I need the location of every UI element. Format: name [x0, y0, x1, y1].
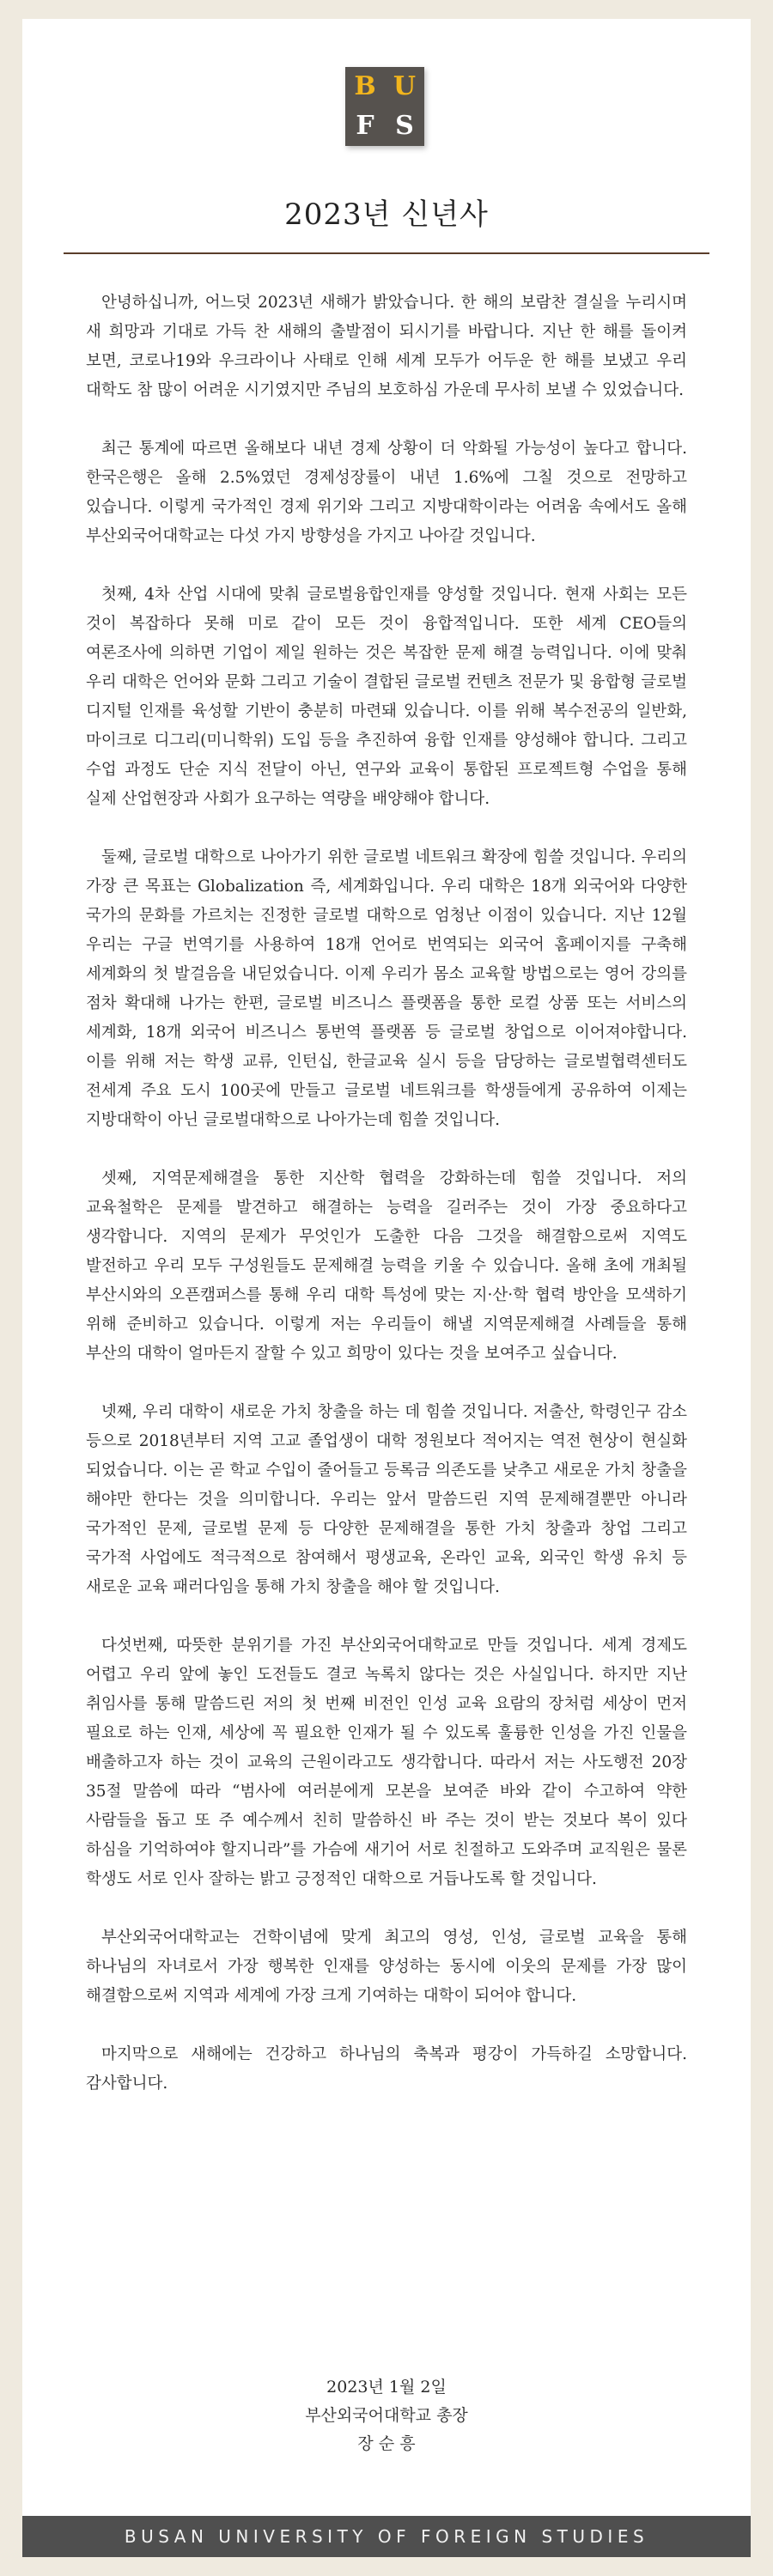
logo-letter: S [395, 111, 414, 141]
paragraph-mission: 부산외국어대학교는 건학이념에 맞게 최고의 영성, 인성, 글로벌 교육을 통해 하나님의 자녀로서 가장 행복한 인재를 양성하는 동시에 이웃의 문제를 가장 많이 해결함으로써 지역과 세계에 가장 크게 기여하는 대학이 되어야 합니다. [86, 1929, 687, 2005]
letter-body [86, 289, 687, 2128]
letter-page [22, 19, 751, 2557]
logo-letter: U [393, 71, 417, 101]
logo-letter: F [356, 111, 374, 141]
signature-name: 장 순 흥 [357, 2434, 416, 2453]
paragraph-greeting: 안녕하십니까, 어느덧 2023년 새해가 밝았습니다. 한 해의 보람찬 결실을 누리시며 새 희망과 기대로 가득 찬 새해의 출발점이 되시기를 바랍니다. 지난 한 해를 돌이켜 보면, 코로나19와 우크라이나 사태로 인해 세계 모두가 어두운 한 해를 보냈고 우리 대학도 참 많이 어려운 시기였지만 주님의 보호하심 가운데 무사히 보낼 수 있었습니다. [86, 294, 687, 399]
paragraph-second: 둘째, 글로벌 대학으로 나아가기 위한 글로벌 네트워크 확장에 힘쓸 것입니다. 우리의 가장 큰 목표는 Globalization 즉, 세계화입니다. 우리 대학은 18개 외국어와 다양한 국가의 문화를 가르치는 진정한 글로벌 대학으로 엄청난 이점이 있습니다. 지난 12월 우리는 구글 번역기를 사용하여 18개 언어로 번역되는 외국어 홈페이지를 구축해 세계화의 첫 발걸음을 내딛었습니다. 이제 우리가 몸소 교육할 방법으로는 영어 강의를 점차 확대해 나가는 한편, 글로벌 비즈니스 플랫폼을 통한 로컬 상품 또는 서비스의 세계화, 18개 외국어 비즈니스 통번역 플랫폼 등 글로벌 창업으로 이어져야합니다. 이를 위해 저는 학생 교류, 인턴십, 한글교육 실시 등을 담당하는 글로벌협력센터도 전세계 주요 도시 100곳에 만들고 글로벌 네트워크를 학생들에게 공유하여 이제는 지방대학이 아닌 글로벌대학으로 나아가는데 힘쓸 것입니다. [86, 848, 687, 1129]
paragraph-first: 첫째, 4차 산업 시대에 맞춰 글로벌융합인재를 양성할 것입니다. 현재 사회는 모든 것이 복잡하다 못해 미로 같이 모든 것이 융합적입니다. 또한 세계 CEO들의 여론조사에 의하면 기업이 제일 원하는 것은 복잡한 문제 해결 능력입니다. 이에 맞춰 우리 대학은 언어와 문화 그리고 기술이 결합된 글로벌 컨텐츠 전문가 및 융합형 글로벌 디지털 인재를 육성할 기반이 충분히 마련돼 있습니다. 이를 위해 복수전공의 일반화, 마이크로 디그리(미니학위) 도입 등을 추진하여 융합 인재를 양성해야 합니다. 그리고 수업 과정도 단순 지식 전달이 아닌, 연구와 교육이 통합된 프로젝트형 수업을 통해 실제 산업현장과 사회가 요구하는 역량을 배양해야 합니다. [86, 586, 687, 808]
signature-block [22, 2373, 751, 2458]
paragraph-third: 셋째, 지역문제해결을 통한 지산학 협력을 강화하는데 힘쓸 것입니다. 저의 교육철학은 문제를 발견하고 해결하는 능력을 길러주는 것이 가장 중요하다고 생각합니다. 지역의 문제가 무엇인가 도출한 다음 그것을 해결함으로써 지역도 발전하고 우리 모두 구성원들도 문제해결 능력을 키울 수 있습니다. 올해 초에 개최될 부산시와의 오픈캠퍼스를 통해 우리 대학 특성에 맞는 지·산·학 협력 방안을 모색하기 위해 준비하고 있습니다. 이렇게 저는 우리들이 해낼 지역문제해결 사례들을 통해 부산의 대학이 얼마든지 잘할 수 있고 희망이 있다는 것을 보여주고 싶습니다. [86, 1170, 687, 1363]
bufs-logo [345, 67, 424, 146]
logo-letter: B [354, 71, 376, 101]
paragraph-fourth: 넷째, 우리 대학이 새로운 가치 창출을 하는 데 힘쓸 것입니다. 저출산, 학령인구 감소 등으로 2018년부터 지역 고교 졸업생이 대학 정원보다 적어지는 역전 현상이 현실화 되었습니다. 이는 곧 학교 수입이 줄어들고 등록금 의존도를 낮추고 새로운 가치 창출을 해야만 한다는 것을 의미합니다. 우리는 앞서 말씀드린 지역 문제해결뿐만 아니라 국가적인 문제, 글로벌 문제 등 다양한 문제해결을 통한 가치 창출과 창업 그리고 국가적 사업에도 적극적으로 참여해서 평생교육, 온라인 교육, 외국인 학생 유치 등 새로운 교육 패러다임을 통해 가치 창출을 해야 할 것입니다. [86, 1403, 687, 1596]
paragraph-closing: 마지막으로 새해에는 건강하고 하나님의 축복과 평강이 가득하길 소망합니다. 감사합니다. [86, 2045, 687, 2093]
footer [0, 2516, 773, 2576]
signature-position: 부산외국어대학교 총장 [305, 2406, 468, 2425]
page-title: 2023년 신년사 [284, 197, 489, 232]
footer-university-name: BUSAN UNIVERSITY OF FOREIGN STUDIES [22, 2516, 751, 2557]
signature-date: 2023년 1월 2일 [326, 2378, 447, 2397]
paragraph-economy: 최근 통계에 따르면 올해보다 내년 경제 상황이 더 악화될 가능성이 높다고 합니다. 한국은행은 올해 2.5%였던 경제성장률이 내년 1.6%에 그칠 것으로 전망하고 있습니다. 이렇게 국가적인 경제 위기와 그리고 지방대학이라는 어려움 속에서도 올해 부산외국어대학교는 다섯 가지 방향성을 가지고 나아갈 것입니다. [86, 440, 687, 545]
title-divider [64, 252, 709, 254]
paragraph-fifth: 다섯번째, 따뜻한 분위기를 가진 부산외국어대학교로 만들 것입니다. 세계 경제도 어렵고 우리 앞에 놓인 도전들도 결코 녹록치 않다는 것은 사실입니다. 하지만 지난 취임사를 통해 말씀드린 저의 첫 번째 비전인 인성 교육 요람의 장처럼 세상이 먼저 필요로 하는 인재, 세상에 꼭 필요한 인재가 될 수 있도록 훌륭한 인성을 가진 인물을 배출하고자 하는 것이 교육의 근원이라고도 생각합니다. 따라서 저는 사도행전 20장 35절 말씀에 따라 “범사에 여러분에게 모본을 보여준 바와 같이 수고하여 약한 사람들을 돕고 또 주 예수께서 친히 말씀하신 바 주는 것이 받는 것보다 복이 있다 하심을 기억하여야 할지니라”를 가슴에 새기어 서로 친절하고 도와주며 교직원은 물론 학생도 서로 인사 잘하는 밝고 긍정적인 대학으로 거듭나도록 할 것입니다. [86, 1637, 687, 1888]
